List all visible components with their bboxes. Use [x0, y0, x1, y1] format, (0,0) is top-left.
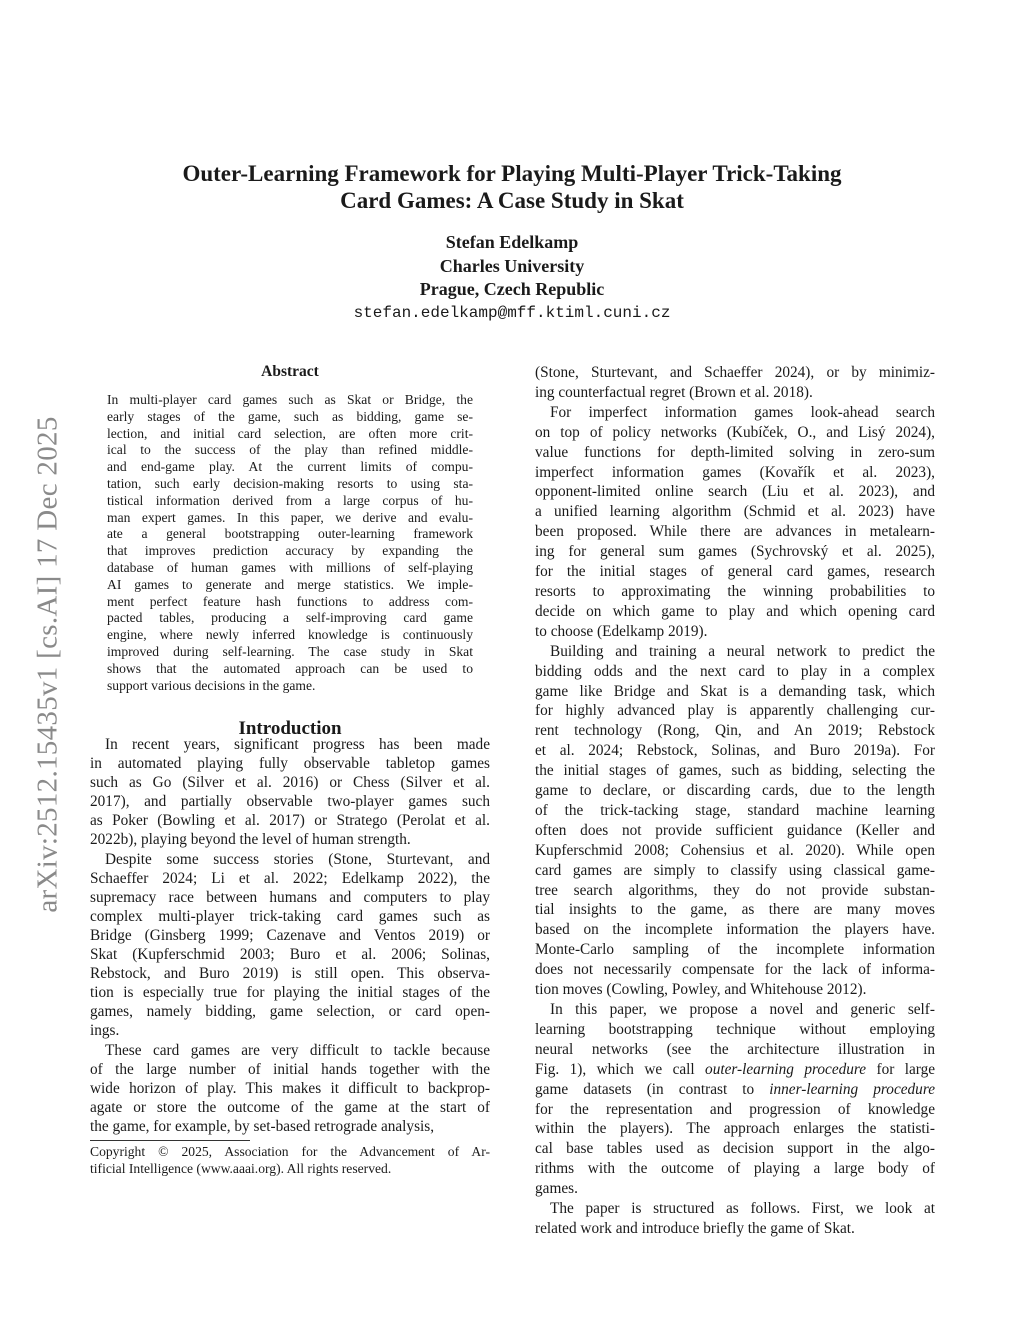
text-line: based on the incomplete information the players have. [535, 921, 935, 939]
text-line: Rebstock, and Buro 2019) is still open. This observa- [90, 965, 490, 983]
text-line: engine, where newly inferred knowledge is continuously [107, 627, 473, 643]
text-line: (Stone, Sturtevant, and Schaeffer 2024), or by minimiz- [535, 364, 935, 381]
title-line: Card Games: A Case Study in Skat [340, 188, 684, 213]
author-name: Stefan Edelkamp [445, 232, 579, 252]
author-location: Prague, Czech Republic [419, 279, 605, 299]
text-line: as Poker (Bowling et al. 2017) or Stratego (Perolat et al. [90, 812, 490, 830]
paragraph [90, 1041, 490, 1136]
text-line: In this paper, we propose a novel and generic self- [550, 1001, 935, 1018]
text-line: agate or store the outcome of the game at the start of [90, 1098, 490, 1116]
text-line: does not necessarily compensate for the lack of informa- [535, 961, 935, 979]
text-line: For imperfect information games look-ahead search [550, 403, 935, 421]
text-line: supremacy race between humans and computers to play [90, 888, 490, 906]
text-line: cal base tables used as decision support in the algo- [535, 1140, 935, 1158]
title-line: Outer-Learning Framework for Playing Multi-Player Trick-Taking [182, 161, 842, 186]
text-line: Skat (Kupferschmid 2003; Buro et al. 2006; Solinas, [90, 946, 490, 964]
paragraph [535, 403, 935, 642]
text-line: a unified learning algorithm (Schmid et al. 2023) have [535, 503, 935, 521]
text-line: the initial stages of games, such as bidding, selecting the [535, 762, 935, 780]
text-line: bidding odds and the next card to play in a complex [535, 662, 935, 680]
text-line: of the trick-tacking stage, standard machine learning [535, 801, 935, 819]
text-line: that improves prediction accuracy by expanding the [107, 543, 473, 559]
paper-title [0, 160, 1024, 214]
text-line: tion is especially true for playing the initial stages of the [90, 984, 490, 1002]
text-line: ing counterfactual regret (Brown et al. 2018). [535, 383, 813, 401]
author-email: stefan.edelkamp@mff.ktiml.cuni.cz [353, 304, 671, 322]
text-line: Bridge (Ginsberg 1999; Cazenave and Ventos 2019) or [90, 926, 490, 944]
text-line: Monte-Carlo sampling of the incomplete information [535, 941, 935, 959]
text-line: Copyright © 2025, Association for the Advancement of Ar- [90, 1144, 490, 1159]
text-line: The paper is structured as follows. First, we look at [550, 1200, 935, 1218]
text-line: imperfect information games (Kovařík et al. 2023), [535, 463, 935, 481]
text-line: related work and introduce briefly the game of Skat. [535, 1219, 855, 1237]
text-line: ings. [90, 1022, 120, 1040]
text-line: within the players). The approach enlarges the statisti- [535, 1120, 935, 1138]
paragraph [90, 1144, 490, 1177]
text-line: lection, and initial card selection, are often more crit- [107, 425, 473, 441]
text-line: ical to the success of the play than refined middle- [107, 442, 473, 458]
text-line: early stages of the game, such as bidding, game se- [107, 408, 473, 424]
text-line: on top of policy networks (Kubíček, O., and Lisý 2024), [535, 423, 935, 441]
text-line: 2022b), playing beyond the level of human strength. [90, 831, 411, 849]
text-line: card games are simply to classify using classical game- [535, 861, 935, 879]
copyright-footnote [90, 1144, 490, 1177]
text-segment: Fig. 1), which we call [535, 1060, 706, 1078]
text-line: decide on which game to play and which opening card [535, 602, 935, 620]
text-segment: game datasets (in contrast to [535, 1080, 770, 1098]
author-affiliation: Charles University [439, 255, 585, 276]
text-line: for the initial stages of general card games, research [535, 563, 935, 581]
text-line: AI games to generate and merge statistics. We imple- [107, 576, 473, 592]
text-line: games, namely bidding, game selection, or card open- [90, 1003, 490, 1021]
emphasized-term: inner-learning procedure [769, 1080, 935, 1098]
text-line: been proposed. While there are advances in metalearn- [535, 523, 935, 541]
text-line: wide horizon of play. This makes it difficult to backprop- [90, 1079, 490, 1097]
text-line: 2017), and partially observable two-player games such [90, 793, 490, 811]
text-line: Schaeffer 2024; Li et al. 2022; Edelkamp 2022), the [90, 869, 490, 887]
text-line: neural networks (see the architecture illustration in [535, 1040, 935, 1058]
text-line: such as Go (Silver et al. 2016) or Chess (Silver et al. [90, 774, 490, 792]
text-line: tree search algorithms, they do not provide substan- [535, 881, 935, 899]
text-line: for the representation and progression of knowledge [535, 1100, 935, 1118]
text-line: pacted tables, producing a self-improving card game [107, 610, 473, 626]
text-line: tation, such early decision-making resorts to using sta- [107, 475, 473, 491]
text-line: ate a general bootstrapping outer-learning framework [107, 526, 473, 542]
footnote-divider [90, 1140, 250, 1141]
right-column-body [535, 363, 935, 1239]
paragraph [90, 735, 490, 850]
text-line: ing for general sum games (Sychrovský et al. 2025), [535, 543, 935, 561]
text-line: man expert games. In this paper, we derive and evalu- [107, 509, 473, 525]
text-line: tion moves (Cowling, Powley, and Whitehouse 2012). [535, 981, 867, 999]
text-line: and end-game play. At the current limits of compu- [107, 459, 473, 475]
paragraph [535, 363, 935, 403]
text-line: the game, for example, by set-based retrograde analysis, [90, 1117, 435, 1135]
text-line: Kupferschmid 2008; Cohensius et al. 2020). While open [535, 841, 935, 859]
emphasized-term: outer-learning procedure [705, 1060, 867, 1078]
text-line: opponent-limited online search (Liu et al. 2023), and [535, 483, 935, 501]
text-line: support various decisions in the game. [107, 677, 316, 693]
text-line: improved during self-learning. The case study in Skat [107, 643, 473, 659]
paragraph [107, 392, 473, 694]
text-line: game to declare, or discarding cards, due to the length [535, 782, 935, 800]
text-line: shows that the automated approach can be used to [107, 660, 473, 676]
text-line: complex multi-player trick-taking card games such as [90, 907, 490, 925]
text-line [535, 1080, 935, 1100]
text-line: of the large number of initial hands together with the [90, 1060, 490, 1078]
left-column-body [90, 735, 490, 1136]
text-line: In multi-player card games such as Skat or Bridge, the [107, 392, 473, 407]
text-line: tistical information derived from a large corpus of hu- [107, 492, 473, 508]
paragraph [535, 1000, 935, 1199]
text-line: for highly advanced play is apparently challenging cur- [535, 702, 935, 720]
text-line [535, 1060, 935, 1080]
author-block [0, 231, 1024, 302]
text-line: resorts to approximating the winning probabilities to [535, 582, 935, 600]
text-line: tial insights to the game, as there are many moves [535, 901, 935, 919]
text-line: often does not provide sufficient guidance (Keller and [535, 821, 935, 839]
text-segment: for large [866, 1060, 936, 1078]
text-line: ment perfect feature hash functions to address com- [107, 593, 473, 609]
introduction-heading: Introduction [238, 718, 342, 739]
arxiv-identifier-stamp: arXiv:2512.15435v1 [cs.AI] 17 Dec 2025 [31, 416, 64, 913]
text-line: learning bootstrapping technique without employing [535, 1020, 935, 1038]
paragraph [535, 642, 935, 1000]
text-line: rent technology (Rong, Qin, and An 2019; Rebstock [535, 722, 935, 740]
text-line: tificial Intelligence (www.aaai.org). All rights reserved. [90, 1160, 392, 1176]
text-line: et al. 2024; Rebstock, Solinas, and Buro 2019a). For [535, 742, 935, 760]
text-line: in automated playing fully observable tabletop games [90, 755, 490, 773]
text-line: value functions for depth-limited solving in zero-sum [535, 443, 935, 461]
text-line: database of human games with millions of self-playing [107, 559, 473, 575]
abstract-heading: Abstract [261, 363, 319, 380]
text-line: games. [535, 1180, 578, 1198]
text-line: In recent years, significant progress has been made [105, 736, 490, 753]
text-line: rithms with the outcome of playing a large body of [535, 1160, 935, 1178]
text-line: Building and training a neural network to predict the [550, 642, 935, 660]
paragraph [535, 1199, 935, 1239]
text-line: Despite some success stories (Stone, Sturtevant, and [105, 850, 490, 868]
abstract-body [107, 392, 473, 694]
text-line: game like Bridge and Skat is a demanding task, which [535, 682, 935, 700]
text-line: These card games are very difficult to tackle because [105, 1041, 490, 1059]
paragraph [90, 850, 490, 1041]
text-line: to choose (Edelkamp 2019). [535, 622, 708, 640]
